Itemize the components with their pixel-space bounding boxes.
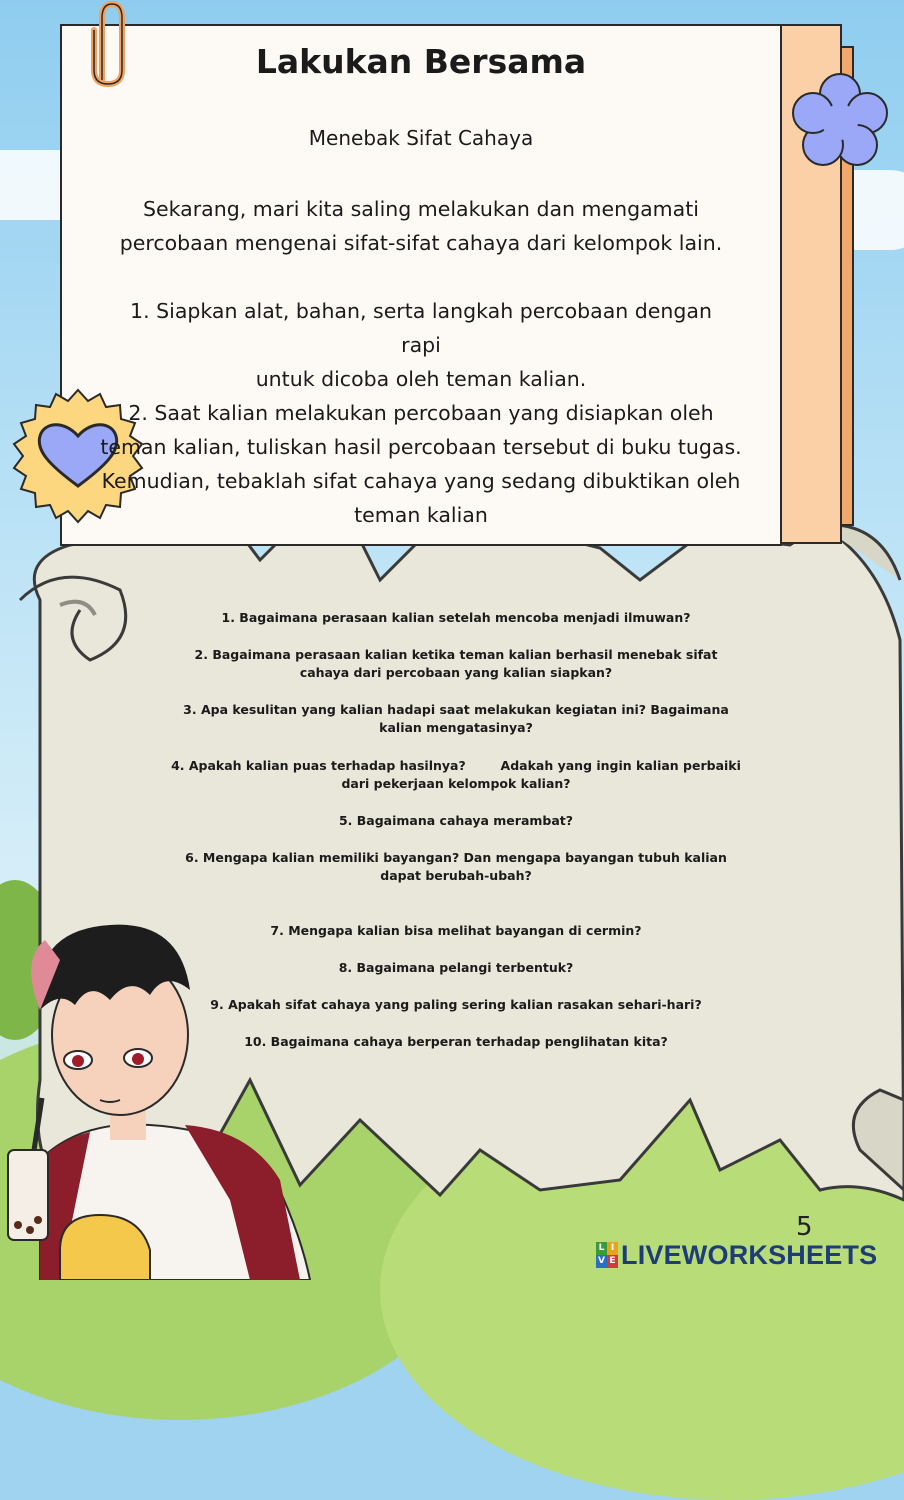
flower-icon (793, 74, 887, 165)
step-2-paragraph (90, 396, 752, 532)
page-number: 5 (796, 1212, 813, 1242)
text-line: teman kalian (354, 503, 488, 527)
text-line: untuk dicoba oleh teman kalian. (255, 367, 587, 391)
logo-letter: V (596, 1255, 607, 1268)
text-line: Kemudian, tebaklah sifat cahaya yang sedang dibuktikan oleh (101, 469, 741, 493)
text-line: 2. Saat kalian melakukan percobaan yang disiapkan oleh (128, 401, 714, 425)
question-item (160, 996, 752, 1014)
question-item (160, 701, 752, 737)
logo-text: LIVEWORKSHEETS (621, 1239, 878, 1270)
logo-mark-icon (596, 1242, 618, 1268)
question-line: kalian mengatasinya? (379, 720, 533, 735)
question-line: 3. Apa kesulitan yang kalian hadapi saat melakukan kegiatan ini? Bagaimana (183, 702, 729, 717)
question-line: 6. Mengapa kalian memiliki bayangan? Dan mengapa bayangan tubuh kalian (185, 850, 727, 865)
liveworksheets-logo[interactable] (596, 1238, 877, 1272)
question-line: cahaya dari percobaan yang kalian siapkan? (299, 665, 613, 680)
question-line: dapat berubah-ubah? (380, 868, 532, 883)
logo-letter: E (607, 1255, 618, 1268)
text-line: 1. Siapkan alat, bahan, serta langkah percobaan dengan rapi (130, 299, 712, 357)
question-line: 1. Bagaimana perasaan kalian setelah mencoba menjadi ilmuwan? (221, 610, 691, 625)
question-line: 8. Bagaimana pelangi terbentuk? (338, 960, 574, 975)
question-line: dari pekerjaan kelompok kalian? (341, 776, 571, 791)
character-illustration (8, 925, 310, 1280)
page-title: Lakukan Bersama (255, 42, 587, 81)
question-line: 10. Bagaimana cahaya berperan terhadap penglihatan kita? (244, 1034, 668, 1049)
intro-paragraph (110, 192, 732, 260)
question-item (160, 959, 752, 977)
activity-subtitle: Menebak Sifat Cahaya (308, 126, 534, 150)
question-item (160, 757, 752, 793)
question-line: 5. Bagaimana cahaya merambat? (338, 813, 574, 828)
text-line: teman kalian, tuliskan hasil percobaan tersebut di buku tugas. (100, 435, 742, 459)
question-item (160, 812, 752, 830)
question-item (160, 609, 752, 627)
question-item (160, 1033, 752, 1051)
question-line: 2. Bagaimana perasaan kalian ketika teman kalian berhasil menebak sifat (194, 647, 718, 662)
question-line: 4. Apakah kalian puas terhadap hasilnya? Adakah yang ingin kalian perbaiki (171, 758, 741, 773)
question-line: 9. Apakah sifat cahaya yang paling sering kalian rasakan sehari-hari? (210, 997, 702, 1012)
step-1-paragraph (110, 294, 732, 396)
question-item (160, 849, 752, 885)
text-line: percobaan mengenai sifat-sifat cahaya dari kelompok lain. (119, 231, 723, 255)
question-item (160, 646, 752, 682)
logo-letter: L (596, 1242, 607, 1255)
logo-letter: I (607, 1242, 618, 1255)
question-item (160, 922, 752, 940)
question-line: 7. Mengapa kalian bisa melihat bayangan di cermin? (270, 923, 642, 938)
text-line: Sekarang, mari kita saling melakukan dan mengamati (143, 197, 699, 221)
